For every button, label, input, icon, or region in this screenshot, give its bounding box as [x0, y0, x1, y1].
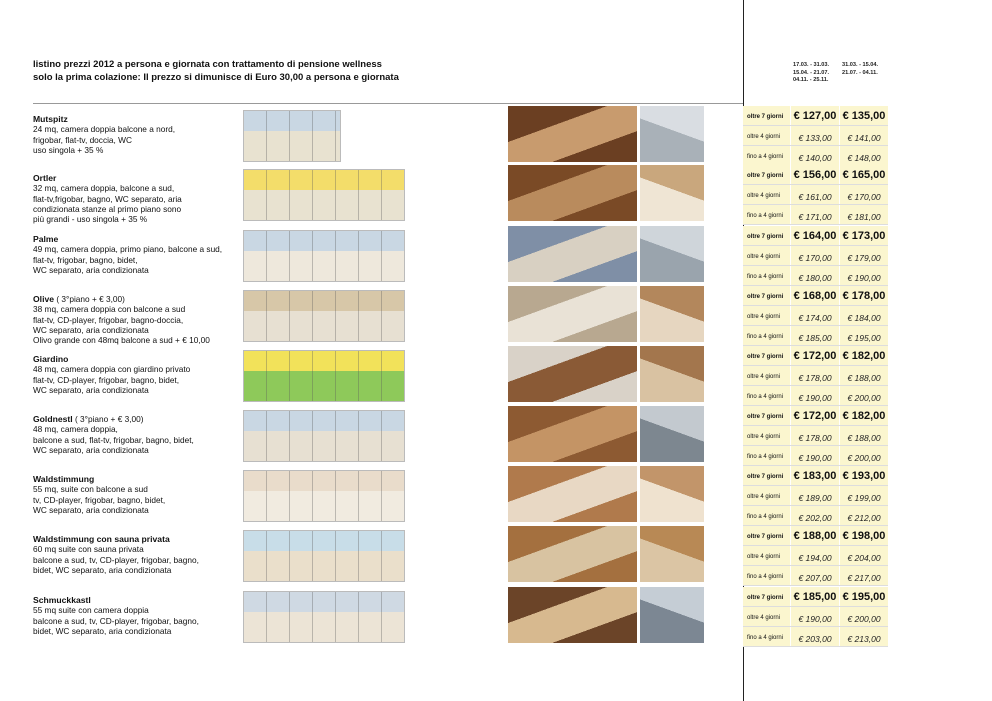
period-2-line-1: 31.03. - 15.04.	[842, 62, 879, 68]
room-detail-line: 49 mq, camera doppia, primo piano, balcone a sud,	[33, 244, 223, 255]
price-row-separator	[743, 445, 888, 446]
bathroom-photo	[640, 106, 704, 162]
stay-length-label: oltre 4 giorni	[747, 314, 781, 320]
price-period-2: € 195,00	[847, 333, 881, 343]
stay-length-label: fino a 4 giorni	[747, 454, 784, 460]
price-period-1: € 172,00	[793, 350, 837, 362]
price-period-1: € 183,00	[793, 470, 837, 482]
stay-length-label: fino a 4 giorni	[747, 514, 784, 520]
floor-plan-image	[243, 591, 405, 643]
room-detail-line: 38 mq, camera doppia con balcone a sud	[33, 304, 186, 315]
price-period-1: € 156,00	[793, 169, 837, 181]
stay-length-label: oltre 7 giorni	[747, 114, 784, 120]
price-row-separator	[743, 125, 888, 126]
header-rule	[33, 103, 743, 104]
bathroom-photo	[640, 466, 704, 522]
stay-length-label: fino a 4 giorni	[747, 213, 784, 219]
price-list-header	[33, 58, 399, 84]
price-row-separator	[743, 245, 888, 246]
stay-length-label: oltre 4 giorni	[747, 254, 781, 260]
stay-length-label: oltre 4 giorni	[747, 134, 781, 140]
price-period-2: € 184,00	[847, 313, 881, 323]
price-period-1: € 190,00	[798, 453, 832, 463]
price-period-2: € 193,00	[842, 470, 886, 482]
period-column-2	[842, 62, 878, 77]
period-column-1	[793, 62, 829, 85]
price-period-2: € 148,00	[847, 153, 881, 163]
price-row-separator	[743, 565, 888, 566]
stay-length-label: fino a 4 giorni	[747, 154, 784, 160]
room-photo	[508, 286, 637, 342]
price-period-2: € 188,00	[847, 433, 881, 443]
period-2-line-2: 21.07. - 04.11.	[842, 69, 878, 76]
room-name-extra: ( 3°piano + € 3,00)	[72, 414, 144, 424]
stay-length-label: oltre 7 giorni	[747, 414, 784, 420]
bathroom-photo	[640, 346, 704, 402]
price-row-separator	[743, 485, 888, 486]
room-name: Schmuckkastl	[33, 595, 91, 605]
price-period-1: € 161,00	[798, 192, 832, 202]
room-detail-line: balcone a sud, tv, CD-player, frigobar, bagno,	[33, 554, 199, 565]
bathroom-photo	[640, 286, 704, 342]
price-row-separator	[743, 606, 888, 607]
stay-length-label: oltre 4 giorni	[747, 554, 781, 560]
bathroom-photo	[640, 165, 704, 221]
price-period-2: € 188,00	[847, 373, 881, 383]
room-name-extra: ( 3°piano + € 3,00)	[54, 294, 125, 304]
price-period-2: € 217,00	[847, 573, 881, 583]
price-period-2: € 204,00	[847, 553, 881, 563]
stay-length-label: fino a 4 giorni	[747, 334, 784, 340]
price-period-2: € 200,00	[847, 453, 881, 463]
stay-length-label: oltre 7 giorni	[747, 354, 784, 360]
price-period-1: € 164,00	[793, 230, 837, 242]
price-period-1: € 178,00	[798, 373, 832, 383]
room-photo	[508, 346, 637, 402]
floor-plan-image	[243, 169, 405, 221]
period-1-line-3: 04.11. - 25.11.	[793, 77, 829, 83]
room-name: Goldnestl	[33, 414, 73, 424]
room-description	[33, 354, 253, 395]
price-period-1: € 189,00	[798, 493, 832, 503]
room-photo	[508, 587, 637, 643]
price-row-separator	[743, 325, 888, 326]
price-period-1: € 185,00	[798, 333, 832, 343]
room-detail-line: 55 mq suite con camera doppia	[33, 605, 149, 616]
price-period-2: € 195,00	[842, 591, 886, 603]
header-line-2: solo la prima colazione: Il prezzo si dimunisce di Euro 30,00 a persona e giornata	[33, 72, 399, 83]
bathroom-photo	[640, 226, 704, 282]
price-row-separator	[743, 385, 888, 386]
price-period-1: € 188,00	[793, 530, 837, 542]
floor-plan-image	[243, 350, 405, 402]
stay-length-label: oltre 7 giorni	[747, 595, 784, 601]
stay-length-label: oltre 7 giorni	[747, 173, 784, 179]
price-row-separator	[743, 585, 888, 586]
room-detail-line: flat-tv, CD-player, frigobar, bagno, bidet,	[33, 374, 180, 385]
price-row-separator	[743, 545, 888, 546]
room-name: Palme	[33, 234, 59, 244]
period-1-line-1: 17.03. - 31.03.	[793, 62, 830, 68]
room-photo	[508, 406, 637, 462]
price-period-1: € 202,00	[798, 513, 832, 523]
price-period-1: € 172,00	[793, 410, 837, 422]
floor-plan-image	[243, 410, 405, 462]
stay-length-label: oltre 7 giorni	[747, 474, 784, 480]
price-row-separator	[743, 204, 888, 205]
room-detail-line: 55 mq, suite con balcone a sud	[33, 484, 148, 495]
price-row-separator	[743, 305, 888, 306]
room-detail-line: WC separato, aria condizionata	[33, 444, 149, 455]
stay-length-label: fino a 4 giorni	[747, 274, 784, 280]
stay-length-label: oltre 4 giorni	[747, 494, 781, 500]
room-name: Waldstimmung con sauna privata	[33, 534, 170, 544]
stay-length-label: fino a 4 giorni	[747, 574, 784, 580]
room-name: Mutspitz	[33, 114, 68, 124]
price-period-1: € 168,00	[793, 290, 837, 302]
price-period-2: € 181,00	[847, 212, 881, 222]
price-period-2: € 200,00	[847, 393, 881, 403]
price-row-separator	[743, 505, 888, 506]
stay-length-label: oltre 4 giorni	[747, 374, 781, 380]
room-name: Giardino	[33, 354, 69, 364]
price-period-1: € 190,00	[798, 393, 832, 403]
room-photo	[508, 165, 637, 221]
price-row-separator	[743, 265, 888, 266]
floor-plan-image	[243, 290, 405, 342]
price-period-2: € 182,00	[842, 350, 886, 362]
price-period-1: € 127,00	[793, 110, 837, 122]
floor-plan-image	[243, 110, 341, 162]
price-period-1: € 180,00	[798, 273, 832, 283]
floor-plan-image	[243, 470, 405, 522]
price-period-2: € 198,00	[842, 530, 886, 542]
price-period-1: € 171,00	[798, 212, 832, 222]
room-detail-line: tv, CD-player, frigobar, bagno, bidet,	[33, 494, 166, 505]
room-detail-line: WC separato, aria condizionata	[33, 384, 149, 395]
room-detail-line: condizionata stanze al primo piano sono	[33, 203, 182, 214]
price-period-1: € 140,00	[798, 153, 832, 163]
stay-length-label: oltre 4 giorni	[747, 615, 781, 621]
price-period-1: € 203,00	[798, 634, 832, 644]
room-description	[33, 414, 253, 455]
stay-length-label: oltre 7 giorni	[747, 294, 784, 300]
room-detail-line: WC separato, aria condizionata	[33, 324, 149, 335]
room-photo	[508, 526, 637, 582]
price-period-2: € 135,00	[842, 110, 886, 122]
price-row-separator	[743, 646, 888, 647]
bathroom-photo	[640, 526, 704, 582]
floor-plan-image	[243, 530, 405, 582]
room-detail-line: bidet, WC separato, aria condizionata	[33, 625, 172, 636]
price-row-separator	[743, 626, 888, 627]
room-detail-line: flat-tv, frigobar, bagno, bidet,	[33, 254, 138, 265]
stay-length-label: oltre 4 giorni	[747, 193, 781, 199]
price-period-2: € 190,00	[847, 273, 881, 283]
room-name: Ortler	[33, 173, 57, 183]
room-description	[33, 595, 253, 636]
price-period-2: € 182,00	[842, 410, 886, 422]
room-name: Waldstimmung	[33, 474, 95, 484]
price-row-separator	[743, 425, 888, 426]
price-period-1: € 178,00	[798, 433, 832, 443]
stay-length-label: oltre 4 giorni	[747, 434, 781, 440]
stay-length-label: oltre 7 giorni	[747, 234, 784, 240]
room-detail-line: balcone a sud, flat-tv, frigobar, bagno, bidet,	[33, 434, 194, 445]
price-period-2: € 141,00	[847, 133, 881, 143]
price-period-2: € 165,00	[842, 169, 886, 181]
room-detail-line: 32 mq, camera doppia, balcone a sud,	[33, 183, 175, 194]
price-period-1: € 194,00	[798, 553, 832, 563]
price-period-2: € 212,00	[847, 513, 881, 523]
price-period-1: € 133,00	[798, 133, 832, 143]
room-detail-line: WC separato, aria condizionata	[33, 264, 149, 275]
room-description	[33, 474, 253, 515]
room-detail-line: flat-tv,frigobar, bagno, WC separato, aria	[33, 193, 182, 204]
room-name: Olive	[33, 294, 55, 304]
price-period-1: € 185,00	[793, 591, 837, 603]
price-period-2: € 179,00	[847, 253, 881, 263]
bathroom-photo	[640, 406, 704, 462]
room-description	[33, 114, 253, 155]
period-1-line-2: 15.04. - 21.07.	[793, 69, 830, 76]
price-period-2: € 173,00	[842, 230, 886, 242]
room-detail-line: più grandi - uso singola + 35 %	[33, 214, 148, 225]
stay-length-label: fino a 4 giorni	[747, 635, 784, 641]
price-row-separator	[743, 145, 888, 146]
price-row-separator	[743, 365, 888, 366]
room-detail-line: flat-tv, CD-player, frigobar, bagno-doccia,	[33, 314, 184, 325]
price-period-2: € 199,00	[847, 493, 881, 503]
room-detail-line: 60 mq suite con sauna privata	[33, 544, 144, 555]
room-detail-line: uso singola + 35 %	[33, 144, 104, 155]
room-detail-line: WC separato, aria condizionata	[33, 504, 149, 515]
room-detail-line: Olivo grande con 48mq balcone a sud + € 10,00	[33, 335, 210, 346]
room-description	[33, 534, 253, 575]
room-photo	[508, 466, 637, 522]
price-period-1: € 190,00	[798, 614, 832, 624]
room-photo	[508, 226, 637, 282]
stay-length-label: fino a 4 giorni	[747, 394, 784, 400]
price-row-separator	[743, 184, 888, 185]
price-period-2: € 200,00	[847, 614, 881, 624]
room-detail-line: balcone a sud, tv, CD-player, frigobar, bagno,	[33, 615, 199, 626]
price-period-1: € 174,00	[798, 313, 832, 323]
stay-length-label: oltre 7 giorni	[747, 534, 784, 540]
price-period-2: € 170,00	[847, 192, 881, 202]
room-detail-line: 48 mq, camera doppia,	[33, 424, 118, 435]
header-line-1: listino prezzi 2012 a persona e giornata con trattamento di pensione wellness	[33, 59, 382, 70]
room-description	[33, 234, 253, 275]
room-photo	[508, 106, 637, 162]
price-period-2: € 213,00	[847, 634, 881, 644]
bathroom-photo	[640, 587, 704, 643]
room-description	[33, 173, 253, 224]
room-detail-line: frigobar, flat-tv, doccia, WC	[33, 134, 132, 145]
room-detail-line: bidet, WC separato, aria condizionata	[33, 564, 172, 575]
floor-plan-image	[243, 230, 405, 282]
price-period-1: € 170,00	[798, 253, 832, 263]
room-detail-line: 24 mq, camera doppia balcone a nord,	[33, 124, 176, 135]
room-detail-line: 48 mq, camera doppia con giardino privato	[33, 364, 191, 375]
room-description	[33, 294, 253, 345]
price-period-1: € 207,00	[798, 573, 832, 583]
price-period-2: € 178,00	[842, 290, 886, 302]
price-row-separator	[743, 224, 888, 225]
